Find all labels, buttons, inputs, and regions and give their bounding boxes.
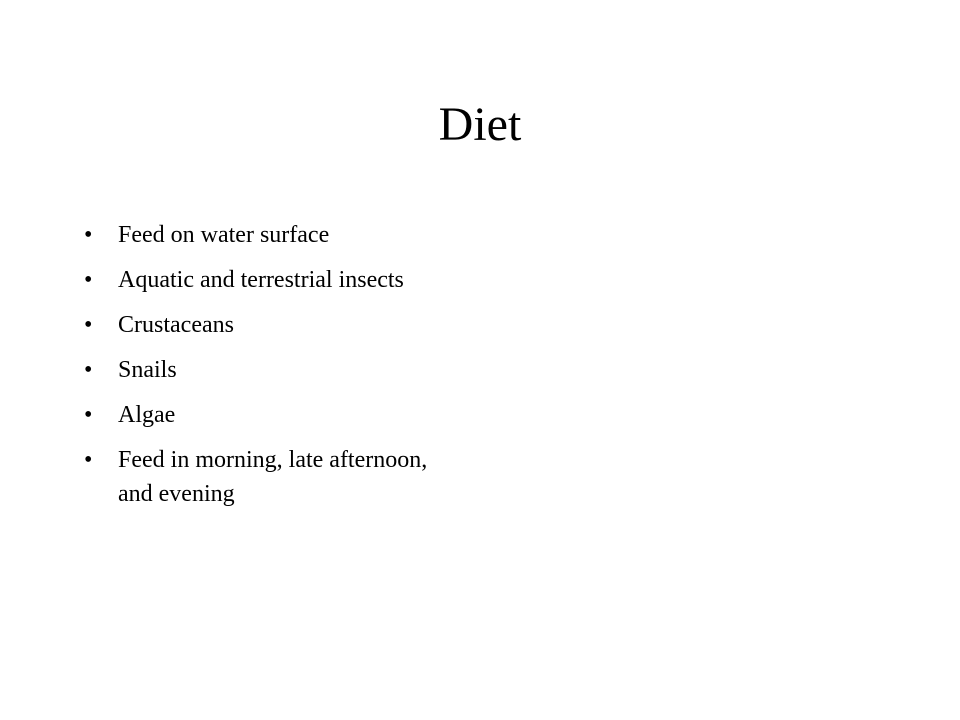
bullet-text: Crustaceans: [118, 312, 234, 338]
slide-title: Diet: [438, 98, 522, 151]
list-item: [84, 398, 444, 432]
list-item: [84, 218, 444, 252]
bullet-icon: •: [84, 267, 93, 293]
bullet-icon: •: [84, 312, 93, 338]
bullet-text: Snails: [118, 357, 177, 383]
bullet-icon: •: [84, 222, 93, 248]
list-item: [84, 353, 444, 387]
bullet-icon: •: [84, 402, 93, 428]
bullet-icon: •: [84, 357, 93, 383]
bullet-icon: •: [84, 447, 93, 473]
bullet-text: Feed on water surface: [118, 222, 330, 248]
bullet-list: [84, 218, 444, 522]
bullet-text: Feed in morning, late afternoon, and evening: [118, 447, 428, 507]
list-item: [84, 263, 444, 297]
bullet-text: Aquatic and terrestrial insects: [118, 267, 404, 293]
list-item: [84, 443, 444, 511]
bullet-text: Algae: [118, 402, 176, 428]
list-item: [84, 308, 444, 342]
